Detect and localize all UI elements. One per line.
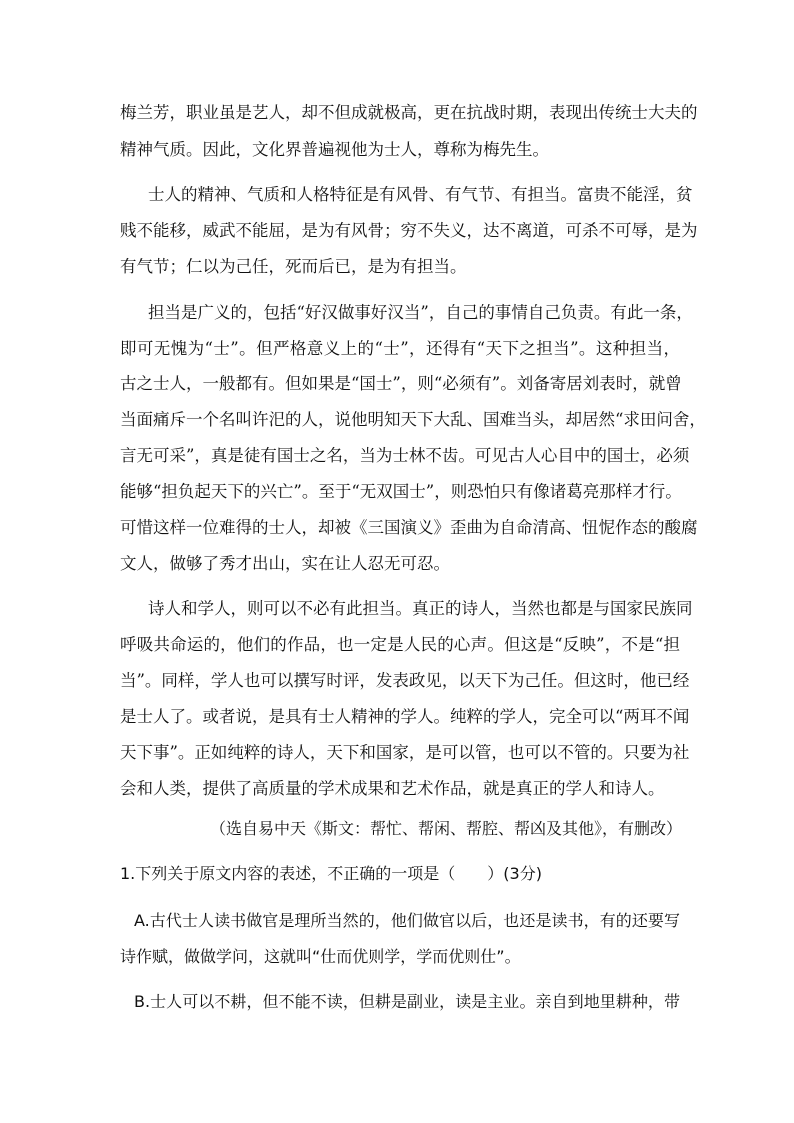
paragraph-3-line-8: 文人，做够了秀才出山，实在让人忍无可忍。 [120, 554, 450, 573]
paragraph-4-line-2: 呼吸共命运的，他们的作品，也一定是人民的心声。但这是“反映”，不是“担 [120, 635, 680, 654]
paragraph-3-line-6: 能够“担负起天下的兴亡”。至于“无双国士”，则恐怕只有像诸葛亮那样才行。 [120, 482, 682, 501]
paragraph-3-line-3: 古之士人，一般都有。但如果是“国士”，则“必须有”。刘备寄居刘表时，就曾 [120, 374, 682, 393]
question-1: 1.下列关于原文内容的表述，不正确的一项是（ ）(3分) [120, 864, 542, 883]
paragraph-2-line-1: 士人的精神、气质和人格特征是有风骨、有气节、有担当。富贵不能淫，贫 [148, 185, 693, 204]
paragraph-1-line-1: 梅兰芳，职业虽是艺人，却不但成就极高，更在抗战时期，表现出传统士大夫的 [120, 103, 698, 122]
option-b-line-1: B.士人可以不耕，但不能不读，但耕是副业，读是主业。亲自到地里耕种，带 [134, 992, 680, 1011]
paragraph-3-line-1: 担当是广义的，包括“好汉做事好汉当”，自己的事情自己负责。有此一条， [148, 303, 693, 322]
paragraph-3-line-2: 即可无愧为“士”。但严格意义上的“士”，还得有“天下之担当”。这种担当， [120, 339, 680, 358]
paragraph-4-line-3: 当”。同样，学人也可以撰写时评，发表政见，以天下为己任。但这时，他已经 [120, 671, 690, 690]
paragraph-3-line-4: 当面痛斥一个名叫许汜的人，说他明知天下大乱、国难当头，却居然“求田问舍， [120, 410, 706, 429]
option-a-line-2: 诗作赋，做做学问，这就叫“仕而优则学，学而优则仕”。 [120, 947, 521, 966]
paragraph-3-line-7: 可惜这样一位难得的士人，却被《三国演义》歪曲为自命清高、忸怩作态的酸腐 [120, 518, 698, 537]
paragraph-1-line-2: 精神气质。因此，文化界普遍视他为士人，尊称为梅先生。 [120, 140, 549, 159]
paragraph-4-line-1: 诗人和学人，则可以不必有此担当。真正的诗人，当然也都是与国家民族同 [148, 599, 693, 618]
option-a-line-1: A.古代士人读书做官是理所当然的，他们做官以后，也还是读书，有的还要写 [134, 911, 680, 930]
paragraph-3-line-5: 言无可采”，真是徒有国士之名，当为士林不齿。可见古人心目中的国士，必须 [120, 446, 690, 465]
paragraph-2-line-3: 有气节；仁以为己任，死而后已，是为有担当。 [120, 257, 467, 276]
paragraph-4-line-6: 会和人类，提供了高质量的学术成果和艺术作品，就是真正的学人和诗人。 [120, 779, 665, 798]
paragraph-4-line-4: 是士人了。或者说，是具有士人精神的学人。纯粹的学人，完全可以“两耳不闻 [120, 707, 690, 726]
source-attribution: （选自易中天《斯文：帮忙、帮闲、帮腔、帮凶及其他》，有删改） [210, 819, 683, 838]
paragraph-4-line-5: 天下事”。正如纯粹的诗人，天下和国家，是可以管，也可以不管的。只要为社 [120, 743, 690, 762]
paragraph-2-line-2: 贱不能移，威武不能屈，是为有风骨；穷不失义，达不离道，可杀不可辱，是为 [120, 221, 698, 240]
